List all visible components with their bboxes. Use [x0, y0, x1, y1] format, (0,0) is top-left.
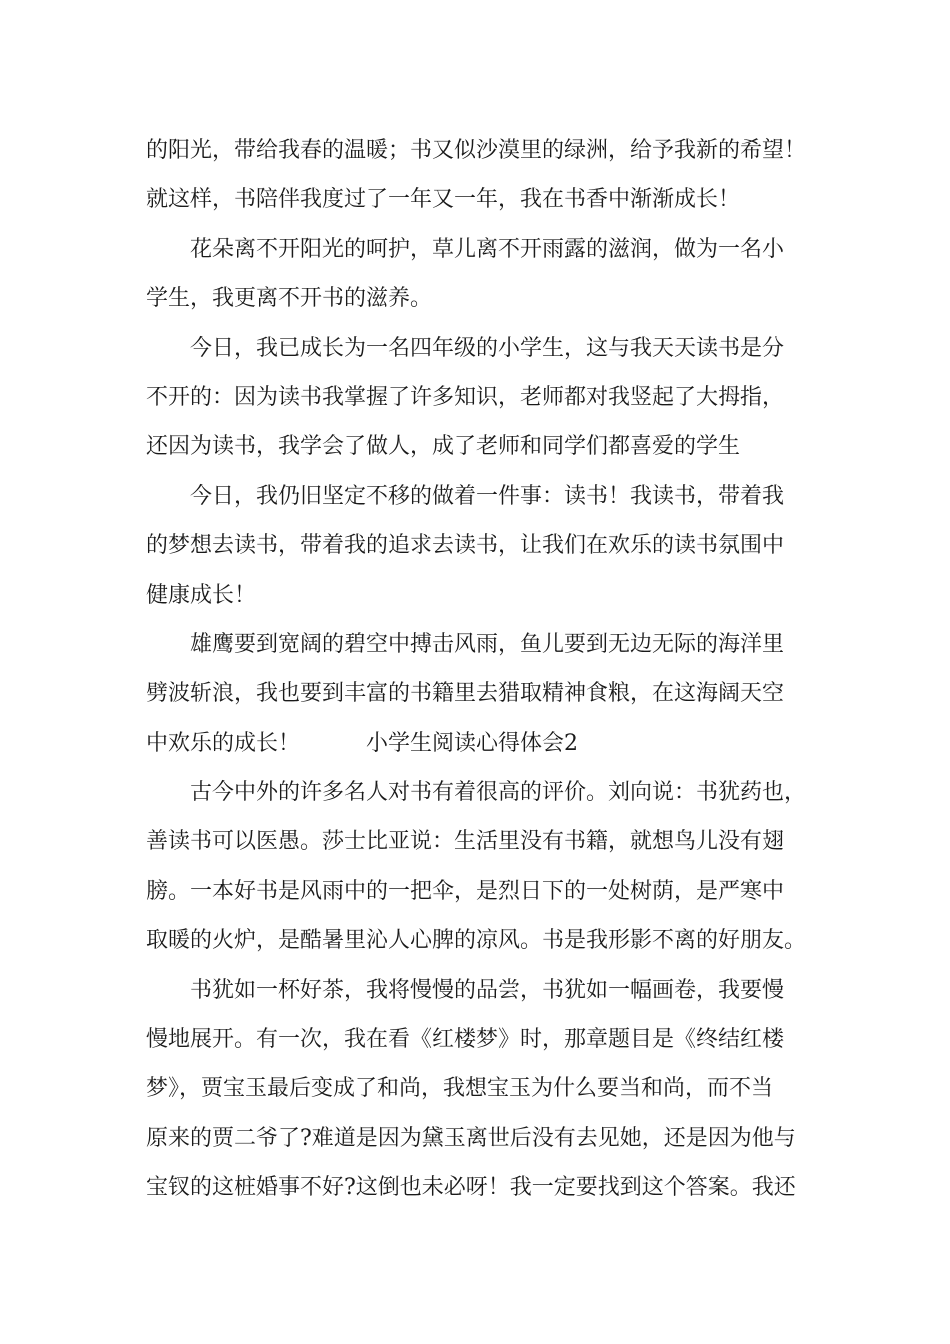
text-line — [146, 126, 826, 175]
line-text: 的阳光，带给我春的温暖；书又似沙漠里的绿洲，给予我新的希望！ — [146, 138, 807, 163]
text-line — [146, 817, 826, 866]
line-text: 书犹如一杯好茶，我将慢慢的品尝，书犹如一幅画卷，我要慢 — [190, 977, 785, 1003]
text-line — [146, 324, 826, 373]
text-line — [146, 768, 826, 817]
text-line — [146, 966, 826, 1015]
text-line — [146, 867, 826, 916]
section-heading: 小学生阅读心得体会2 — [366, 730, 579, 756]
text-line — [146, 1163, 826, 1212]
line-text: 学生，我更离不开书的滋养。 — [146, 286, 433, 312]
text-line — [146, 1015, 826, 1064]
line-text: 健康成长！ — [146, 582, 257, 608]
text-line — [146, 620, 826, 669]
line-text: 梦》，贾宝玉最后变成了和尚，我想宝玉为什么要当和尚，而不当 — [146, 1076, 774, 1102]
text-line — [146, 1114, 826, 1163]
text-line — [146, 1064, 826, 1113]
line-text: 膀。一本好书是风雨中的一把伞，是烈日下的一处树荫，是严寒中 — [146, 878, 785, 904]
line-text: 今日，我已成长为一名四年级的小学生，这与我天天读书是分 — [190, 335, 785, 361]
line-text: 宝钗的这桩婚事不好?这倒也未必呀！我一定要找到这个答案。我还 — [146, 1175, 796, 1201]
text-line — [146, 472, 826, 521]
text-line — [146, 669, 826, 718]
text-line — [146, 571, 826, 620]
line-text: 慢地展开。有一次，我在看《红楼梦》时，那章题目是《终结红楼 — [146, 1027, 785, 1053]
line-text: 劈波斩浪，我也要到丰富的书籍里去猎取精神食粮，在这海阔天空 — [146, 681, 785, 707]
line-text: 的梦想去读书，带着我的追求去读书，让我们在欢乐的读书氛围中 — [146, 533, 785, 559]
text-line — [146, 521, 826, 570]
text-line — [146, 422, 826, 471]
line-text: 不开的：因为读书我掌握了许多知识，老师都对我竖起了大拇指， — [146, 384, 785, 410]
line-text: 中欢乐的成长！ — [146, 730, 301, 756]
line-text: 就这样，书陪伴我度过了一年又一年，我在书香中渐渐成长！ — [146, 187, 741, 213]
line-text: 还因为读书，我学会了做人，成了老师和同学们都喜爱的学生 — [146, 434, 741, 460]
document-body — [146, 126, 826, 1213]
text-line — [146, 719, 826, 768]
line-text: 花朵离不开阳光的呵护，草儿离不开雨露的滋润，做为一名小 — [190, 236, 785, 262]
line-text: 雄鹰要到宽阔的碧空中搏击风雨，鱼儿要到无边无际的海洋里 — [190, 631, 785, 657]
text-line — [146, 916, 826, 965]
text-line — [146, 225, 826, 274]
text-line — [146, 274, 826, 323]
line-text: 善读书可以医愚。莎士比亚说：生活里没有书籍，就想鸟儿没有翅 — [146, 829, 785, 855]
line-text: 古今中外的许多名人对书有着很高的评价。刘向说：书犹药也， — [190, 780, 807, 806]
text-line — [146, 175, 826, 224]
line-text: 原来的贾二爷了?难道是因为黛玉离世后没有去见她，还是因为他与 — [146, 1125, 796, 1151]
line-text: 今日，我仍旧坚定不移的做着一件事：读书！我读书，带着我 — [190, 483, 785, 509]
text-line — [146, 373, 826, 422]
line-text: 取暖的火炉，是酷暑里沁人心脾的凉风。书是我形影不离的好朋友。 — [146, 928, 807, 954]
